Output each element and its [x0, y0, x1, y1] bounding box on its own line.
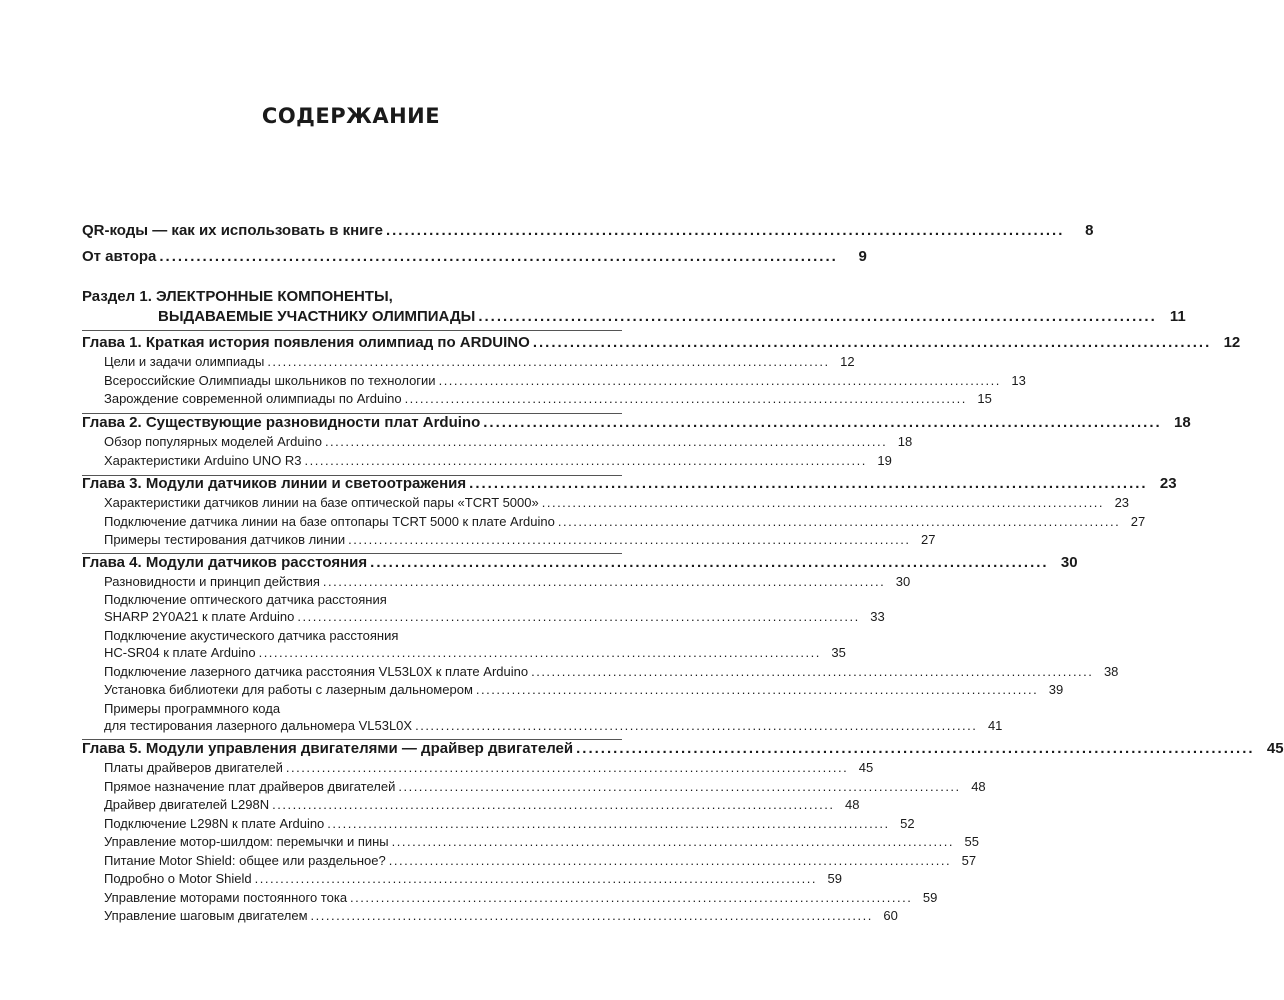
toc-entry-text: Глава 5. Модули управления двигателями — драйвер двигателей: [82, 740, 574, 757]
dot-leader: ..............................................................................................................: [576, 740, 1255, 757]
toc-subentry: [104, 797, 860, 812]
toc-page-number: 30: [1060, 554, 1078, 571]
toc-entry-text: Цели и задачи олимпиады: [104, 354, 265, 369]
toc-page-number: 9: [858, 248, 867, 265]
toc-entry-text: Зарождение современной олимпиады по Arduino: [104, 391, 402, 406]
dot-leader: ..............................................................................................................: [310, 908, 873, 923]
toc-chapter-2: [82, 414, 1191, 431]
toc-entry-text: Глава 3. Модули датчиков линии и светоотражения: [82, 475, 467, 492]
toc-page-number: 23: [1114, 495, 1130, 510]
toc-page-number: 48: [971, 779, 986, 794]
toc-subentry: [104, 760, 874, 775]
toc-subentry: [104, 514, 1146, 529]
toc-subentry: [104, 682, 1064, 697]
toc-subentry: [104, 434, 913, 449]
dot-leader: ..............................................................................................................: [388, 853, 952, 868]
toc-page-number: 12: [1223, 334, 1241, 351]
dot-leader: ..............................................................................................................: [370, 554, 1049, 571]
toc-subentry: [104, 779, 986, 794]
toc-entry-text: Управление мотор-шилдом: перемычки и пины: [104, 834, 389, 849]
dot-leader: ..............................................................................................................: [438, 373, 1001, 388]
toc-subentry: [104, 718, 1003, 733]
toc-page-number: 45: [858, 760, 874, 775]
toc-entry-qr-codes: [82, 222, 1094, 239]
dot-leader: ..............................................................................................................: [541, 495, 1105, 510]
dot-leader: ..............................................................................................................: [532, 334, 1212, 351]
toc-page-number: 38: [1103, 664, 1119, 679]
toc-subentry: [104, 354, 855, 369]
toc-page-number: 52: [900, 816, 915, 831]
toc-subentry: [104, 816, 915, 831]
toc-subentry: [104, 495, 1130, 510]
toc-chapter-5: [82, 740, 1284, 757]
dot-leader: ..............................................................................................................: [391, 834, 954, 849]
toc-entry-text: Примеры тестирования датчиков линии: [104, 532, 346, 547]
toc-subentry: [104, 853, 977, 868]
toc-entry-text: Питание Motor Shield: общее или раздельное?: [104, 853, 386, 868]
dot-leader: ..............................................................................................................: [385, 222, 1065, 239]
toc-subentry-line1: Примеры программного кода: [104, 701, 281, 716]
toc-page-number: 60: [883, 908, 898, 923]
dot-leader: ..............................................................................................................: [348, 532, 911, 547]
toc-subentry: [104, 871, 842, 886]
toc-entry-text: Управление моторами постоянного тока: [104, 890, 348, 905]
dot-leader: ..............................................................................................................: [267, 354, 830, 369]
dot-leader: ..............................................................................................................: [327, 816, 890, 831]
toc-page-number: 59: [827, 871, 842, 886]
toc-entry-text: Характеристики Arduino UNO R3: [104, 453, 302, 468]
toc-subentry: [104, 664, 1119, 679]
toc-subentry: [104, 890, 938, 905]
toc-entry-text: От автора: [82, 248, 157, 265]
toc-page-number: 8: [1085, 222, 1094, 239]
toc-page-number: 12: [840, 354, 855, 369]
toc-subentry: [104, 391, 992, 406]
dot-leader: ..............................................................................................................: [469, 475, 1148, 492]
toc-page-number: 18: [897, 434, 913, 449]
toc-entry-text: Глава 4. Модули датчиков расстояния: [82, 554, 368, 571]
toc-subentry-line1: Подключение акустического датчика расстояния: [104, 628, 399, 643]
toc-subentry: [104, 609, 885, 624]
toc-entry-text: Разновидности и принцип действия: [104, 574, 320, 589]
dot-leader: ..............................................................................................................: [258, 645, 821, 660]
dot-leader: ..............................................................................................................: [304, 453, 867, 468]
toc-subentry: [104, 453, 892, 468]
divider: [82, 330, 622, 331]
toc-page-number: 30: [895, 574, 911, 589]
toc-page-number: 27: [1130, 514, 1146, 529]
dot-leader: ..............................................................................................................: [404, 391, 967, 406]
toc-entry-text: Обзор популярных моделей Arduino: [104, 434, 322, 449]
toc-page-number: 19: [877, 453, 892, 468]
toc-chapter-1: [82, 334, 1241, 351]
dot-leader: ..............................................................................................................: [475, 682, 1039, 697]
toc-page-number: 27: [920, 532, 936, 547]
toc-subentry: [104, 834, 979, 849]
toc-entry-text: Глава 1. Краткая история появления олимпиад по ARDUINO: [82, 334, 530, 351]
toc-entry-text: Подробно о Motor Shield: [104, 871, 252, 886]
dot-leader: ..............................................................................................................: [159, 248, 838, 265]
toc-entry-text: Глава 2. Существующие разновидности плат Arduino: [82, 414, 481, 431]
toc-page-number: 11: [1169, 308, 1186, 325]
toc-page-number: 23: [1159, 475, 1177, 492]
toc-entry-text: Подключение L298N к плате Arduino: [104, 816, 325, 831]
toc-page-number: 45: [1266, 740, 1284, 757]
toc-chapter-4: [82, 554, 1078, 571]
toc-entry-text: Подключение лазерного датчика расстояния VL53L0X к плате Arduino: [104, 664, 529, 679]
toc-entry-text: Платы драйверов двигателей: [104, 760, 283, 775]
toc-chapter-3: [82, 475, 1177, 492]
toc-subentry: [104, 908, 898, 923]
toc-entry-text: для тестирования лазерного дальномера VL53L0X: [104, 718, 413, 733]
toc-entry-text: Всероссийские Олимпиады школьников по технологии: [104, 373, 436, 388]
toc-entry-text: QR-коды — как их использовать в книге: [82, 222, 383, 239]
toc-entry-from-author: [82, 248, 867, 265]
dot-leader: ..............................................................................................................: [350, 890, 913, 905]
toc-page-number: 13: [1011, 373, 1026, 388]
toc-entry-text: HC-SR04 к плате Arduino: [104, 645, 256, 660]
toc-subentry: [104, 373, 1026, 388]
dot-leader: ..............................................................................................................: [557, 514, 1121, 529]
toc-entry-text: SHARP 2Y0A21 к плате Arduino: [104, 609, 295, 624]
dot-leader: ..............................................................................................................: [322, 574, 886, 589]
toc-page-number: 39: [1048, 682, 1064, 697]
dot-leader: ..............................................................................................................: [297, 609, 860, 624]
part-heading-line2: ВЫДАВАЕМЫЕ УЧАСТНИКУ ОЛИМПИАДЫ: [158, 308, 476, 325]
toc-page-number: 59: [922, 890, 938, 905]
toc-subentry: [104, 574, 911, 589]
dot-leader: ..............................................................................................................: [398, 779, 961, 794]
toc-entry-part-1: [158, 308, 1186, 325]
dot-leader: ..............................................................................................................: [483, 414, 1162, 431]
part-heading-line1: Раздел 1. ЭЛЕКТРОННЫЕ КОМПОНЕНТЫ,: [82, 288, 393, 305]
toc-entry-text: Прямое назначение плат драйверов двигателей: [104, 779, 396, 794]
toc-page-number: 33: [870, 609, 885, 624]
dot-leader: ..............................................................................................................: [272, 797, 835, 812]
dot-leader: ..............................................................................................................: [478, 308, 1157, 325]
toc-entry-text: Характеристики датчиков линии на базе оптической пары «TCRT 5000»: [104, 495, 539, 510]
toc-page-number: 41: [987, 718, 1003, 733]
toc-page-number: 57: [961, 853, 977, 868]
dot-leader: ..............................................................................................................: [531, 664, 1094, 679]
toc-subentry: [104, 645, 846, 660]
dot-leader: ..............................................................................................................: [285, 760, 849, 775]
page-title: СОДЕРЖАНИЕ: [261, 104, 441, 128]
dot-leader: ..............................................................................................................: [324, 434, 888, 449]
toc-entry-text: Драйвер двигателей L298N: [104, 797, 270, 812]
toc-page-number: 18: [1174, 414, 1191, 431]
dot-leader: ..............................................................................................................: [415, 718, 978, 733]
toc-entry-text: Подключение датчика линии на базе оптопары TCRT 5000 к плате Arduino: [104, 514, 555, 529]
toc-page-number: 15: [977, 391, 992, 406]
toc-subentry-line1: Подключение оптического датчика расстояния: [104, 592, 387, 607]
toc-entry-text: Управление шаговым двигателем: [104, 908, 308, 923]
toc-page-number: 35: [831, 645, 846, 660]
toc-subentry: [104, 532, 936, 547]
dot-leader: ..............................................................................................................: [254, 871, 817, 886]
toc-entry-text: Установка библиотеки для работы с лазерным дальномером: [104, 682, 473, 697]
toc-page-number: 55: [964, 834, 979, 849]
toc-page-number: 48: [844, 797, 860, 812]
